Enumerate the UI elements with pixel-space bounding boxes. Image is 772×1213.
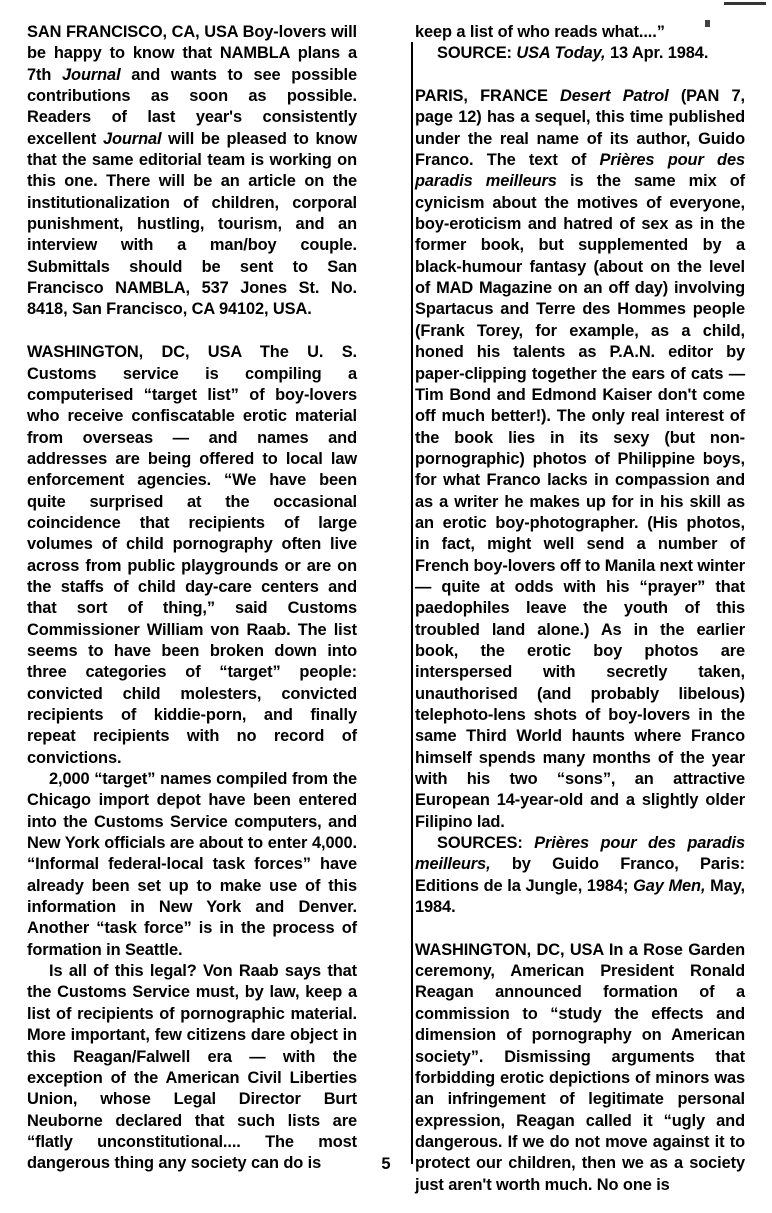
text-run: 13 Apr. 1984.: [605, 44, 709, 63]
italic-title-run: Prières pour des paradis meilleurs: [415, 151, 745, 191]
left-text-column: [27, 22, 357, 1175]
text-run: by Guido Franco, Paris: Editions de la Jungle, 1984;: [415, 855, 745, 895]
text-run: WASHINGTON, DC, USA The U. S. Customs service is compiling a computerised “target list” of boy-lovers who receive confiscatable erotic material from overseas — and names and addresses are being offered to local law enforcement agencies. “We have been quite surprised at the occasional coincidence that recipients of large volumes of child pornography often live across from public playgrounds or are on the staffs of child day-care centers and that sort of thing,” said Customs Commissioner William von Raab. The list seems to have been broken down into three categories of “target” people: convicted child molesters, convicted recipients of kiddie-porn, and finally repeat recipients with no record of convictions.: [27, 343, 357, 767]
text-run: May, 1984.: [415, 876, 745, 917]
text-run: will be pleased to know that the same editorial team is working on this one. There will be an article on the institutionalization of children, corporal punishment, hustling, tourism, and an interview with a man/boy couple. Submittals should be sent to San Francisco NAMBLA, 537 Jones St. No. 8418, San Francisco, CA 94102, USA.: [27, 129, 357, 319]
target-names-paragraph: [27, 769, 357, 961]
italic-title-run: Prières pour des paradis meilleurs,: [415, 834, 745, 874]
text-run: 2,000 “target” names compiled from the Chicago import depot have been entered into the Customs Service computers, and New York officials are about to enter 4,000. “Informal federal-local task forces” have already been set up to make use of this information in New York and Denver. Another “task force” is in the process of formation in Seattle.: [27, 770, 357, 959]
text-run: is the same mix of cynicism about the motives of everyone, boy-eroticism and hatred of sex as in the former book, but supplemented by a black-humour fantasy (about on the level of MAD Magazine on an off day) involving Spartacus and Terre des Hommes people (Frank Torey, for example, as a child, honed his talents as P.A.N. editor by paper-clipping together the ears of cats — Tim Bond and Edmond Kaiser don't come off much better!). The only real interest of the book lies in its sexy (but non-pornographic) photos of Philippine boys, for what Franco lacks in compassion and as a writer he makes up for in his skill as an erotic boy-photographer. (His photos, in fact, might well send a number of French boy-lovers off to Manila next winter — quite at odds with his “prayer” that paedophiles leave the youth of this troubled land alone.) As in the earlier book, the erotic boy photos are interspersed with secretly taken, unauthorised (and probably libelous) telephoto-lens shots of boy-lovers in the same Third World haunts where Franco himself spends many months of the year with his two “sons”, an attractive European 14-year-old and a slightly older Filipino lad.: [415, 172, 745, 831]
italic-title-run: Journal: [62, 65, 121, 84]
scan-edge-artifact-top-right: [724, 2, 766, 5]
text-run: keep a list of who reads what....”: [415, 23, 665, 41]
is-all-this-legal-paragraph: [27, 961, 357, 1174]
italic-title-run: Desert Patrol: [560, 87, 669, 106]
right-text-column: [415, 22, 745, 1196]
text-run: SOURCE:: [437, 44, 517, 63]
san-francisco-item: [27, 22, 357, 321]
washington-customs-item: [27, 342, 357, 769]
page-number: 5: [381, 1155, 391, 1173]
text-run: Is all of this legal? Von Raab says that the Customs Service must, by law, keep a list of recipients of pornographic material. More important, few citizens dare object in this Reagan/Falwell era — with the exception of the American Civil Liberties Union, whose Legal Director Burt Neuborne declared that such lists are “flatly unconstitutional.... The most dangerous thing any society can do is: [27, 962, 357, 1173]
text-run: PARIS, FRANCE: [415, 87, 561, 106]
source-usa-today: [415, 43, 745, 64]
italic-title-run: Journal: [102, 129, 162, 148]
continuation-keep-a-list: [415, 22, 745, 43]
text-run: SOURCES:: [437, 834, 535, 853]
text-run: WASHINGTON, DC, USA In a Rose Garden ceremony, American President Ronald Reagan announced formation of a commission to “study the effects and dimension of pornography on American society”. Dismissing arguments that forbidding erotic depictions of minors was an infringement of legitimate personal expression, Reagan called it “ugly and dangerous. If we do not move against it to protect our children, then we as a society just aren't worth much. No one is: [415, 940, 745, 1194]
text-run: SAN FRANCISCO, CA, USA Boy-lovers will be happy to know that NAMBLA plans a 7th: [27, 23, 357, 84]
two-column-body: [27, 22, 745, 1194]
text-run: (PAN 7, page 12) has a sequel, this time published under the real name of its author, Guido Franco. The text of: [415, 87, 745, 170]
column-divider-rule: [411, 42, 413, 1164]
sources-prieres: [415, 833, 745, 918]
paris-france-item: [415, 86, 745, 833]
text-run: and wants to see possible contributions as soon as possible. Readers of last year's consistently excellent: [27, 65, 357, 148]
italic-title-run: USA Today,: [516, 44, 606, 63]
italic-title-run: Gay Men,: [633, 876, 706, 895]
